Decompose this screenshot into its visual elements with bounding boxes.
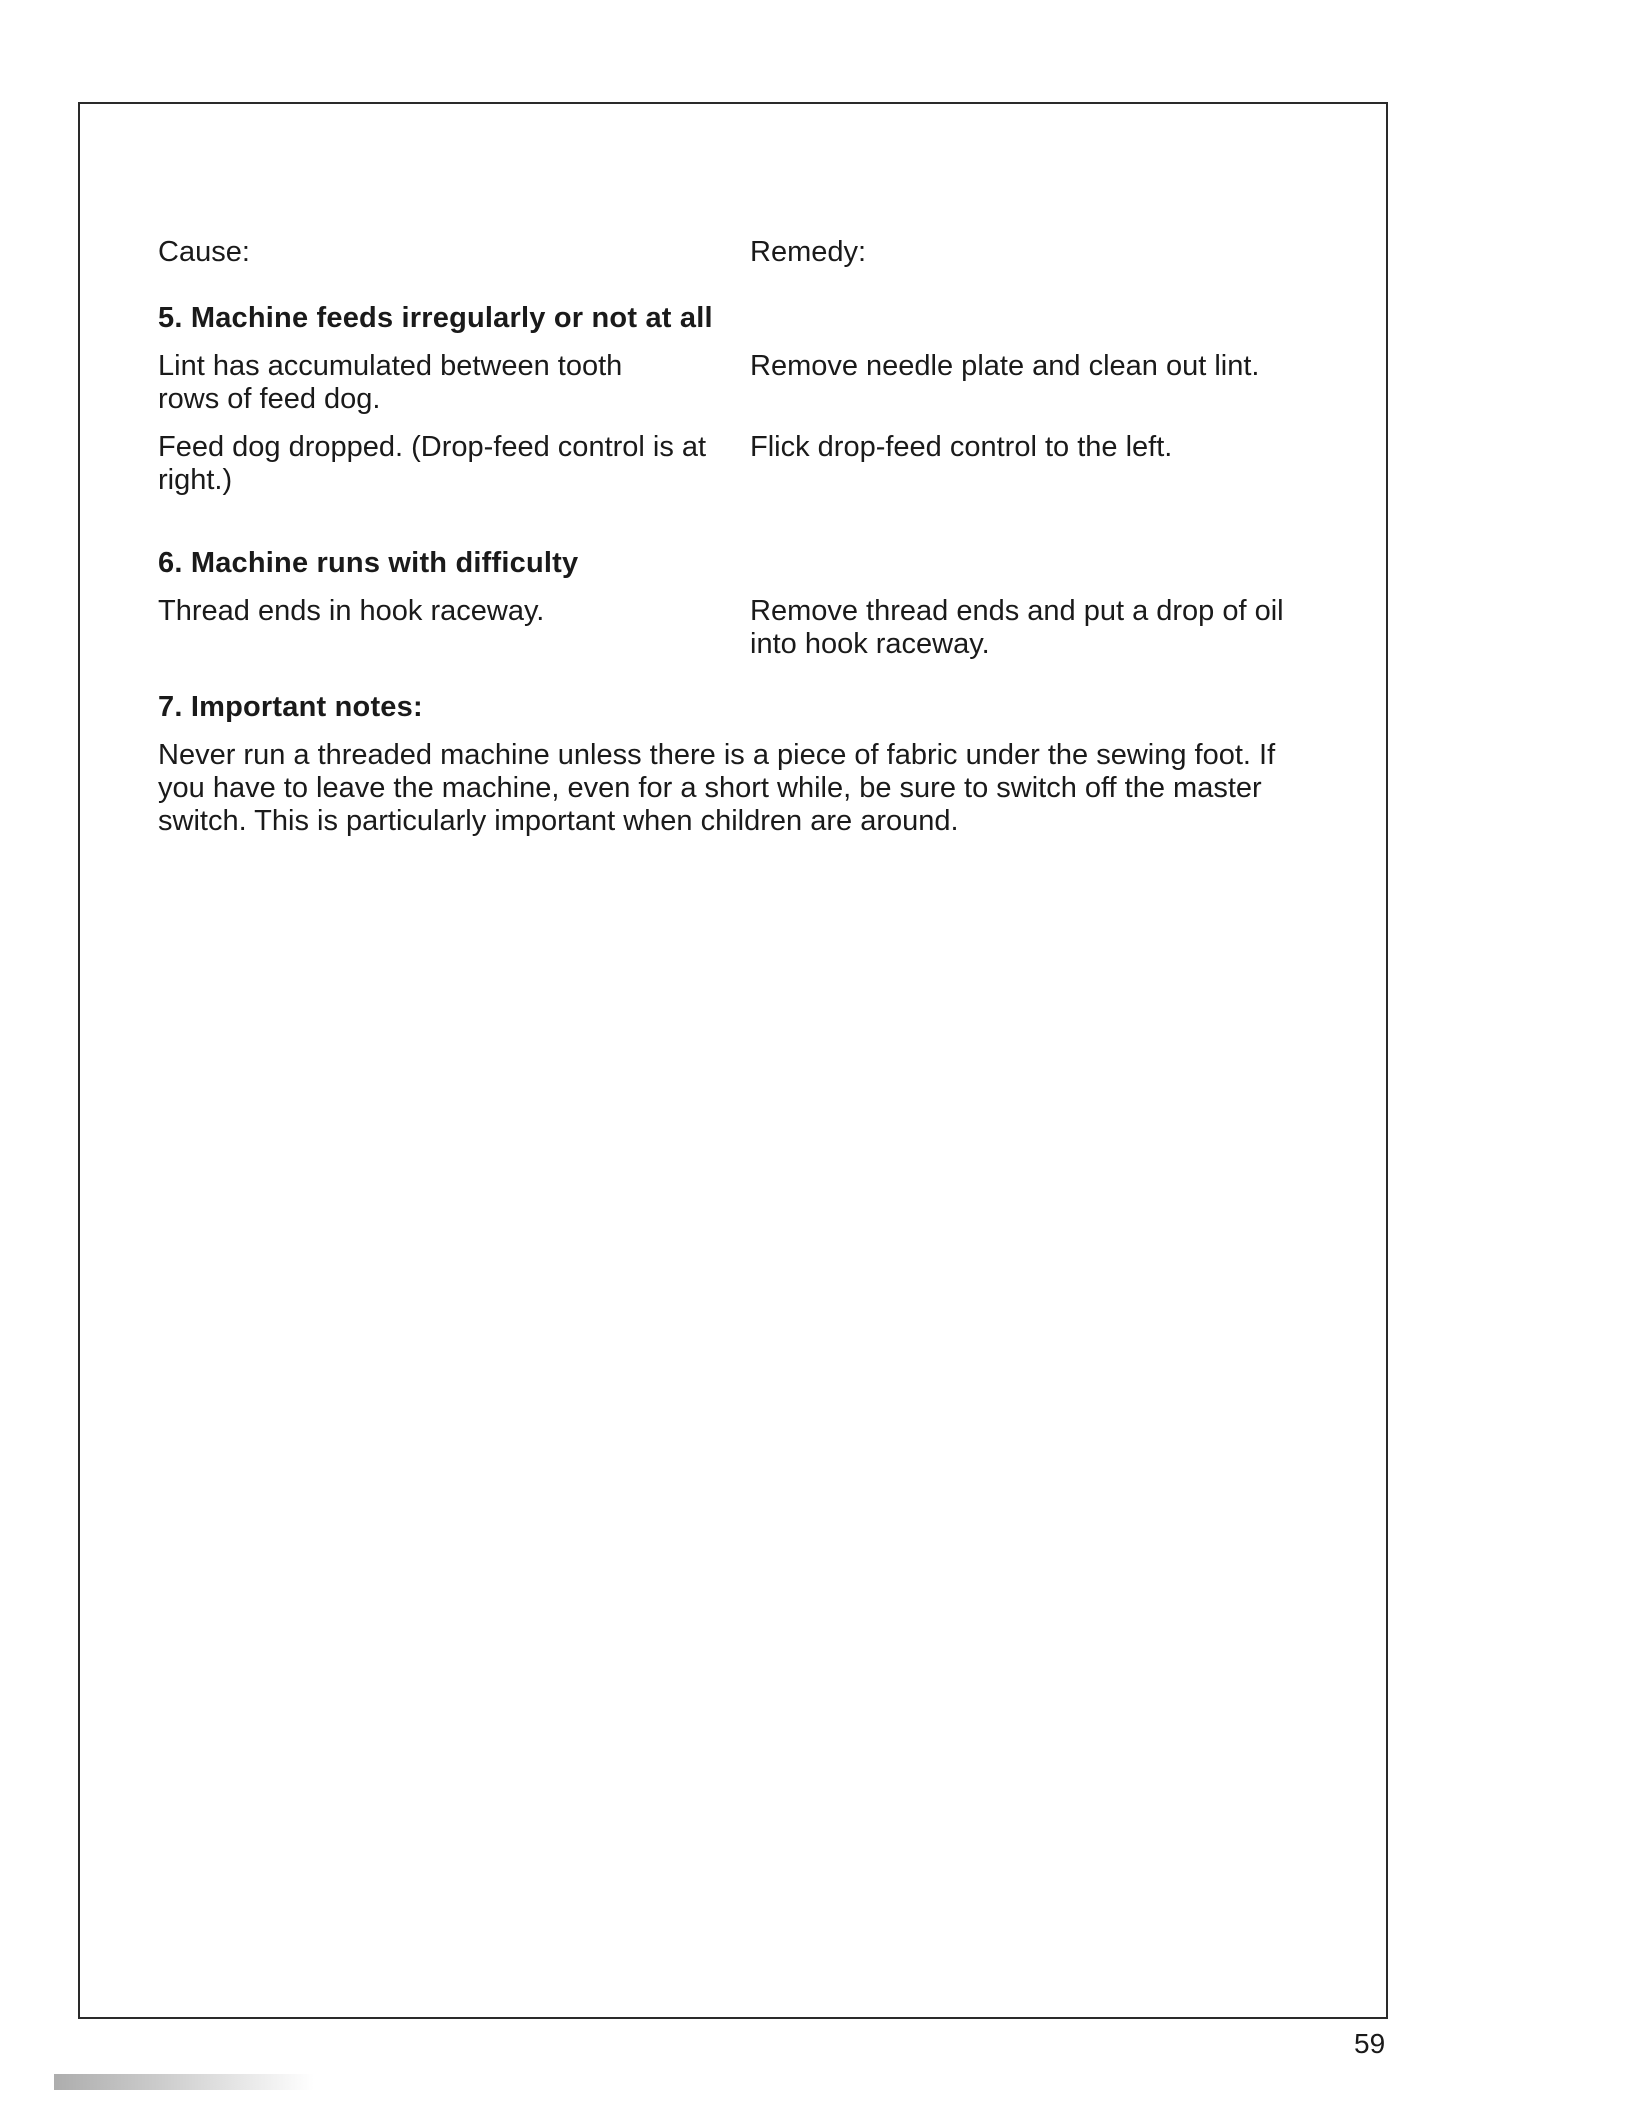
cause-text: Lint has accumulated between tooth rows of feed dog.: [158, 350, 623, 415]
column-headers: [158, 236, 1308, 269]
remedy-column-header: Remedy:: [750, 236, 867, 268]
remedy-text: Remove needle plate and clean out lint.: [750, 350, 1260, 382]
problem-row: [158, 350, 1308, 416]
cause-text: Thread ends in hook raceway.: [158, 595, 545, 627]
troubleshooting-content: [158, 236, 1308, 838]
section-heading-feeding: 5. Machine feeds irregularly or not at all: [158, 302, 713, 334]
remedy-text: Remove thread ends and put a drop of oil into hook raceway.: [750, 595, 1284, 660]
section-heading-difficulty: 6. Machine runs with difficulty: [158, 547, 579, 579]
problem-row: [158, 431, 1308, 497]
page-number: 59: [1354, 2028, 1386, 2059]
problem-row: [158, 595, 1308, 661]
scan-artifact: [54, 2074, 314, 2090]
important-notes-text: Never run a threaded machine unless there is a piece of fabric under the sewing foot. If you have to leave the machine, even for a short while, be sure to switch off the master switch. This is particularly important when children are around.: [158, 739, 1276, 837]
cause-column-header: Cause:: [158, 236, 250, 268]
remedy-text: Flick drop-feed control to the left.: [750, 431, 1173, 463]
cause-text: Feed dog dropped. (Drop-feed control is at right.): [158, 431, 707, 496]
section-heading-notes: 7. Important notes:: [158, 691, 423, 723]
